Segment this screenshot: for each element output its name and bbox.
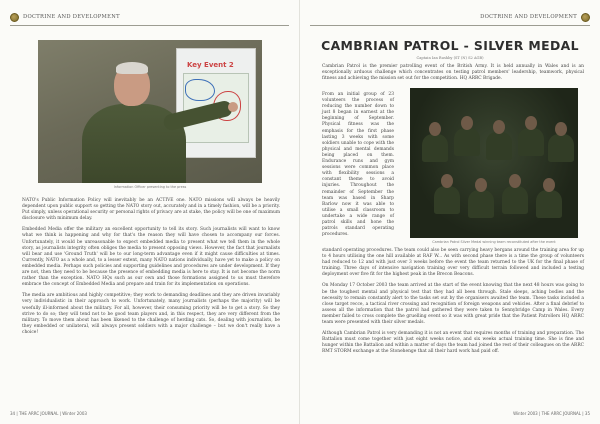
soldier-figure [486, 120, 512, 160]
paragraph: Although Cambrian Patrol is very demanding it is not an event that requires months of training and preparation. The Battalion must come together with just eight weeks notice, and six weeks actual training time. She is fine and hunger within the Battalion and within a matter of days the team had joined the rest of their colleagues on the ARRC RMT STORM exchange at the Stonehenge that all their hard work had paid off. [322, 331, 584, 355]
soldier-figure [468, 178, 494, 218]
soldier-figure [502, 174, 528, 214]
board-title: Key Event 2 [187, 61, 234, 69]
paragraph: On Monday 17 October 2003 the team arrived at the start of the event knowing that the next 48 hours was going to be the toughest mental and physical test that they had all been through. Stale sleeps, aching bodies and the necessity to remain constantly alert to the tasks set out by the organisers awaited the team. These tasks included a close target recce, a tactical river crossing and recognition of foreign weapons and vehicles. After a final debrief to assess all the information that the patrol had gathered they were taken to Sennybridge Camp in Wales. Every member failed to cross complete the gruelling event so it was with great pride that the Patient Patrollers HQ ARRC team were presented with their silver medals. [322, 283, 584, 326]
right-header-text: DOCTRINE AND DEVELOPMENT [480, 14, 577, 20]
crest-icon [10, 13, 19, 22]
soldier-figure [536, 178, 562, 218]
narrow-column-text: From an initial group of 23 volunteers the process of reducing the number down to just 8 began in earnest at the beginning of September. Physical fitness was the emphasis for the first phase lasting 3 weeks with some soldiers unable to cope with the physical and mental demands being placed on them. Endurance runs and gym sessions were common place with flexibility sessions a constant theme to avoid injuries. Throughout the remainder of September the team was based in Sharp Barlow now it was able to utilise a small classroom to undertake a wide range of patrol skills and hone the patrols standard operating procedures. [322, 92, 394, 238]
left-body-text [22, 198, 280, 341]
soldier-figure [434, 174, 460, 214]
paragraph: Embedded Media offer the military an excellent opportunity to tell its story. Such journalists will want to know what we think is happening and why for that's the reason they will have chosen to accompany our forces. Unfortunately, it would be unreasonable to expect embedded media to present what we tell them in the whole story, as journalists integrity often obliges the media to present opposing views. However, the fact that journalists will bear and use 'Ground Truth' will be to our long-term advantage even if it might cause difficulties at times. Currently, NATO as a whole and, to a lesser extent, many NATO nations individually, have yet to make a policy on embedded media. Perhaps such policies and supporting guidelines and procedures are under development. If they are not, then they need to be because the presence of embedding media is here to stay. It is not become the norm rather than the exception. NATO HQs such as our own and those formations assigned to us must therefore embrace the concept of Embedded Media and prepare and train for its implementation on operations. [22, 227, 280, 288]
presenter-photo [38, 40, 262, 183]
article-title: CAMBRIAN PATROL - SILVER MEDAL [321, 38, 579, 53]
paragraph: standard operating procedures. The team could also be seen carrying heavy bergans around the training area for up to 4 hours utilising the one hill available at RAF W... As with second phase there is a time the group of volunteers had reduced to 12 and with just over 3 weeks before the event the team returned to the UK for the final phase of training. Three days of intensive navigation training over very difficult terrain followed and included a testing deployment over five fit for the highest peak in the Brecon Beacons. [322, 248, 584, 278]
article-lede: Cambrian Patrol is the premier patrolling event of the British Army. It is held annually in Wales and is an exceptionally arduous challenge which concentrates on testing patrol members' leadership, teamwork, physical fitness and achieving the mission set out for the competition. HQ ARRC Brigade. [322, 64, 584, 82]
left-header-text: DOCTRINE AND DEVELOPMENT [23, 14, 120, 20]
right-body-text [322, 248, 584, 361]
right-page-footer: Winter 2003 | THE ARRC JOURNAL | 35 [513, 411, 590, 416]
left-page-footer: 34 | THE ARRC JOURNAL | Winter 2003 [10, 411, 87, 416]
team-photo [410, 88, 578, 238]
right-page-header [480, 10, 590, 24]
header-rule [10, 25, 289, 26]
right-photo-caption: Cambrian Patrol Silver Medal winning team reconstituted after the event [432, 240, 556, 244]
soldier-figure [422, 122, 448, 162]
right-page [300, 0, 600, 424]
header-rule [310, 25, 590, 26]
left-page-header [10, 10, 120, 24]
article-byline: Captain Ian Rushby (ST (N) S2 AGB) [416, 56, 484, 60]
paragraph: The media are ambitious and highly competitive; they work to demanding deadlines and they are driven invariably very individualistic in their approach to work. Unfortunately, many journalists (perhaps the majority) will be woefully ill-informed about the military. For all, however, their consuming priority will be to get a story. So they strive to do so; they will tend not to be good team players and, in this respect, they are very different from the military. To move them about has been likened to the challenge of herding cats. So, dealing with journalists, be they embedded or unilateral, will always present soldiers with a major challenge – but we don't really have a choice! [22, 293, 280, 335]
soldier-figure [518, 116, 544, 156]
soldier-figure [548, 122, 574, 162]
left-photo-caption: Information Officer presenting to the press [113, 185, 187, 189]
crest-icon [581, 13, 590, 22]
paragraph: NATO's Public Information Policy will inevitably be an ACTIVE one. NATO missions will always be heavily dependent upon public support so getting the NATO story out, accurately and in a timely fashion, will be a priority. Put simply, unless operational security or personal rights of privacy are at stake, the policy will be one of maximum disclosure with minimum delay. [22, 198, 280, 222]
presenter-figure [78, 58, 188, 183]
soldier-figure [454, 116, 480, 156]
